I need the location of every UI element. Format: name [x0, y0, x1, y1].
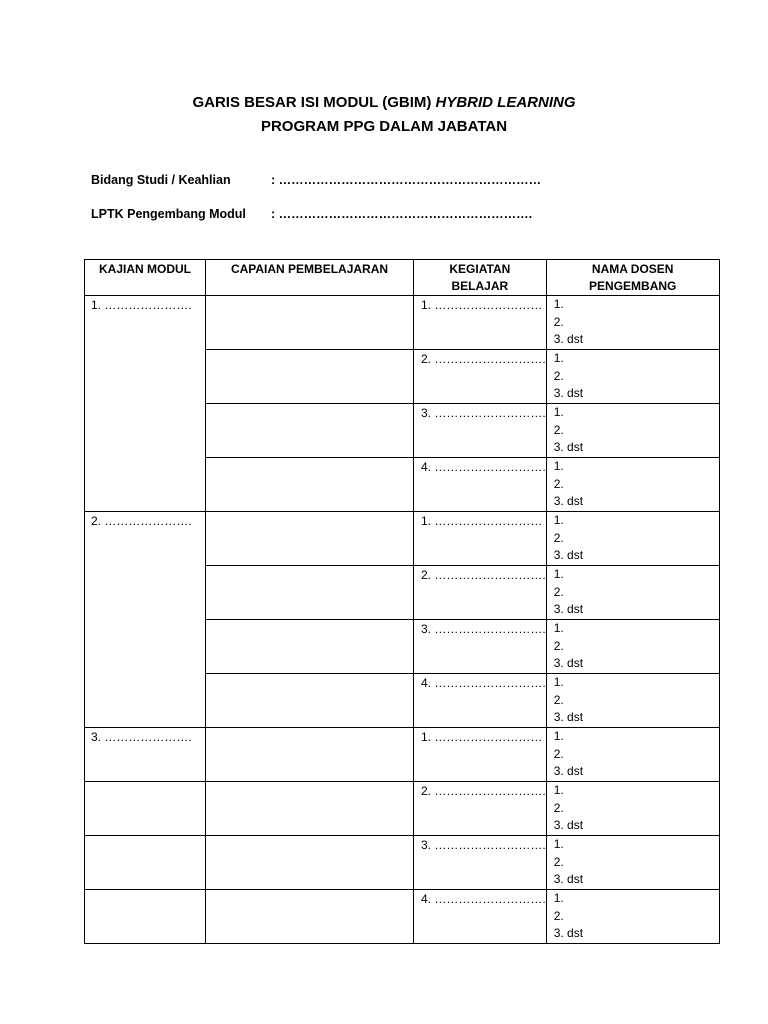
cell-capaian-pembelajaran — [206, 296, 414, 350]
cell-kajian-modul — [85, 782, 206, 836]
cell-kajian-modul — [85, 890, 206, 944]
dosen-line: 2. — [553, 746, 564, 761]
dosen-line: 1. — [553, 837, 564, 851]
gbim-table — [84, 259, 720, 944]
dosen-line: 2. — [553, 800, 564, 815]
table-row — [85, 296, 720, 350]
dosen-line: 3. dst — [553, 710, 584, 724]
field-value: : ……………………………………………………… — [271, 173, 542, 187]
dosen-line: 2. — [553, 476, 564, 491]
cell-kegiatan-belajar: 4. ………………………. — [414, 674, 547, 728]
cell-kegiatan-belajar: 3. ………………………. — [414, 620, 547, 674]
cell-capaian-pembelajaran — [206, 620, 414, 674]
header-kegiatan-belajar: KEGIATAN BELAJAR — [414, 260, 547, 296]
dosen-line: 1. — [553, 297, 564, 311]
dosen-line: 1. — [553, 783, 564, 797]
dosen-line: 1. — [553, 891, 564, 905]
dosen-line: 3. dst — [553, 386, 584, 400]
dosen-line: 3. dst — [553, 656, 584, 670]
cell-kegiatan-belajar: 1. ……………………… — [414, 512, 547, 566]
cell-capaian-pembelajaran — [206, 404, 414, 458]
table-row — [85, 836, 720, 890]
cell-kegiatan-belajar: 2. ………………………. — [414, 566, 547, 620]
dosen-line: 1. — [553, 459, 564, 473]
dosen-line: 1. — [553, 351, 564, 365]
dosen-line: 3. dst — [553, 926, 584, 940]
cell-nama-dosen — [546, 296, 719, 350]
dosen-line: 3. dst — [553, 440, 584, 454]
dosen-line: 2. — [553, 692, 564, 707]
table-row — [85, 728, 720, 782]
cell-nama-dosen — [546, 836, 719, 890]
cell-kegiatan-belajar: 2. ………………………. — [414, 350, 547, 404]
cell-kajian-modul — [85, 836, 206, 890]
header-nama-dosen: NAMA DOSEN PENGEMBANG — [546, 260, 719, 296]
field-label: Bidang Studi / Keahlian — [91, 173, 231, 187]
dosen-line: 2. — [553, 314, 564, 329]
dosen-line: 1. — [553, 567, 564, 581]
cell-capaian-pembelajaran — [206, 674, 414, 728]
table-body — [85, 296, 720, 944]
cell-kegiatan-belajar: 3. ………………………. — [414, 404, 547, 458]
dosen-line: 1. — [553, 675, 564, 689]
dosen-line: 3. dst — [553, 494, 584, 508]
cell-kegiatan-belajar: 3. ………………………. — [414, 836, 547, 890]
cell-capaian-pembelajaran — [206, 836, 414, 890]
cell-kegiatan-belajar: 2. ………………………. — [414, 782, 547, 836]
dosen-line: 2. — [553, 584, 564, 599]
header-capaian-pembelajaran: CAPAIAN PEMBELAJARAN — [206, 260, 414, 296]
dosen-line: 2. — [553, 422, 564, 437]
cell-nama-dosen — [546, 728, 719, 782]
table-header-row — [85, 260, 720, 296]
table-row — [85, 512, 720, 566]
title-italic: HYBRID LEARNING — [435, 94, 576, 111]
cell-nama-dosen — [546, 566, 719, 620]
cell-capaian-pembelajaran — [206, 350, 414, 404]
dosen-line: 2. — [553, 854, 564, 869]
cell-nama-dosen — [546, 512, 719, 566]
dosen-line: 3. dst — [553, 818, 584, 832]
cell-capaian-pembelajaran — [206, 566, 414, 620]
cell-nama-dosen — [546, 890, 719, 944]
dosen-line: 3. dst — [553, 332, 584, 346]
cell-kegiatan-belajar: 1. ……………………… — [414, 728, 547, 782]
cell-nama-dosen — [546, 620, 719, 674]
cell-capaian-pembelajaran — [206, 512, 414, 566]
cell-nama-dosen — [546, 782, 719, 836]
dosen-line: 1. — [553, 405, 564, 419]
cell-kajian-modul: 2. …………………. — [85, 512, 206, 728]
cell-kegiatan-belajar: 4. ………………………. — [414, 458, 547, 512]
document-title — [0, 92, 768, 114]
field-label: LPTK Pengembang Modul — [91, 207, 246, 221]
dosen-line: 3. dst — [553, 872, 584, 886]
dosen-line: 2. — [553, 368, 564, 383]
field-value: : ……………………………………………………. — [271, 207, 533, 221]
table-row — [85, 782, 720, 836]
cell-nama-dosen — [546, 674, 719, 728]
cell-kegiatan-belajar: 4. ………………………. — [414, 890, 547, 944]
dosen-line: 1. — [553, 729, 564, 743]
cell-capaian-pembelajaran — [206, 782, 414, 836]
dosen-line: 1. — [553, 513, 564, 527]
cell-nama-dosen — [546, 404, 719, 458]
header-kajian-modul: KAJIAN MODUL — [85, 260, 206, 296]
cell-capaian-pembelajaran — [206, 890, 414, 944]
cell-kegiatan-belajar: 1. ……………………… — [414, 296, 547, 350]
cell-kajian-modul: 3. …………………. — [85, 728, 206, 782]
cell-nama-dosen — [546, 458, 719, 512]
cell-kajian-modul: 1. …………………. — [85, 296, 206, 512]
dosen-line: 2. — [553, 638, 564, 653]
dosen-line: 2. — [553, 908, 564, 923]
document-subtitle: PROGRAM PPG DALAM JABATAN — [260, 118, 508, 135]
cell-capaian-pembelajaran — [206, 458, 414, 512]
cell-capaian-pembelajaran — [206, 728, 414, 782]
dosen-line: 3. dst — [553, 548, 584, 562]
dosen-line: 2. — [553, 530, 564, 545]
cell-nama-dosen — [546, 350, 719, 404]
dosen-line: 3. dst — [553, 602, 584, 616]
dosen-line: 1. — [553, 621, 564, 635]
title-main: GARIS BESAR ISI MODUL (GBIM) — [192, 94, 436, 111]
table-row — [85, 890, 720, 944]
dosen-line: 3. dst — [553, 764, 584, 778]
